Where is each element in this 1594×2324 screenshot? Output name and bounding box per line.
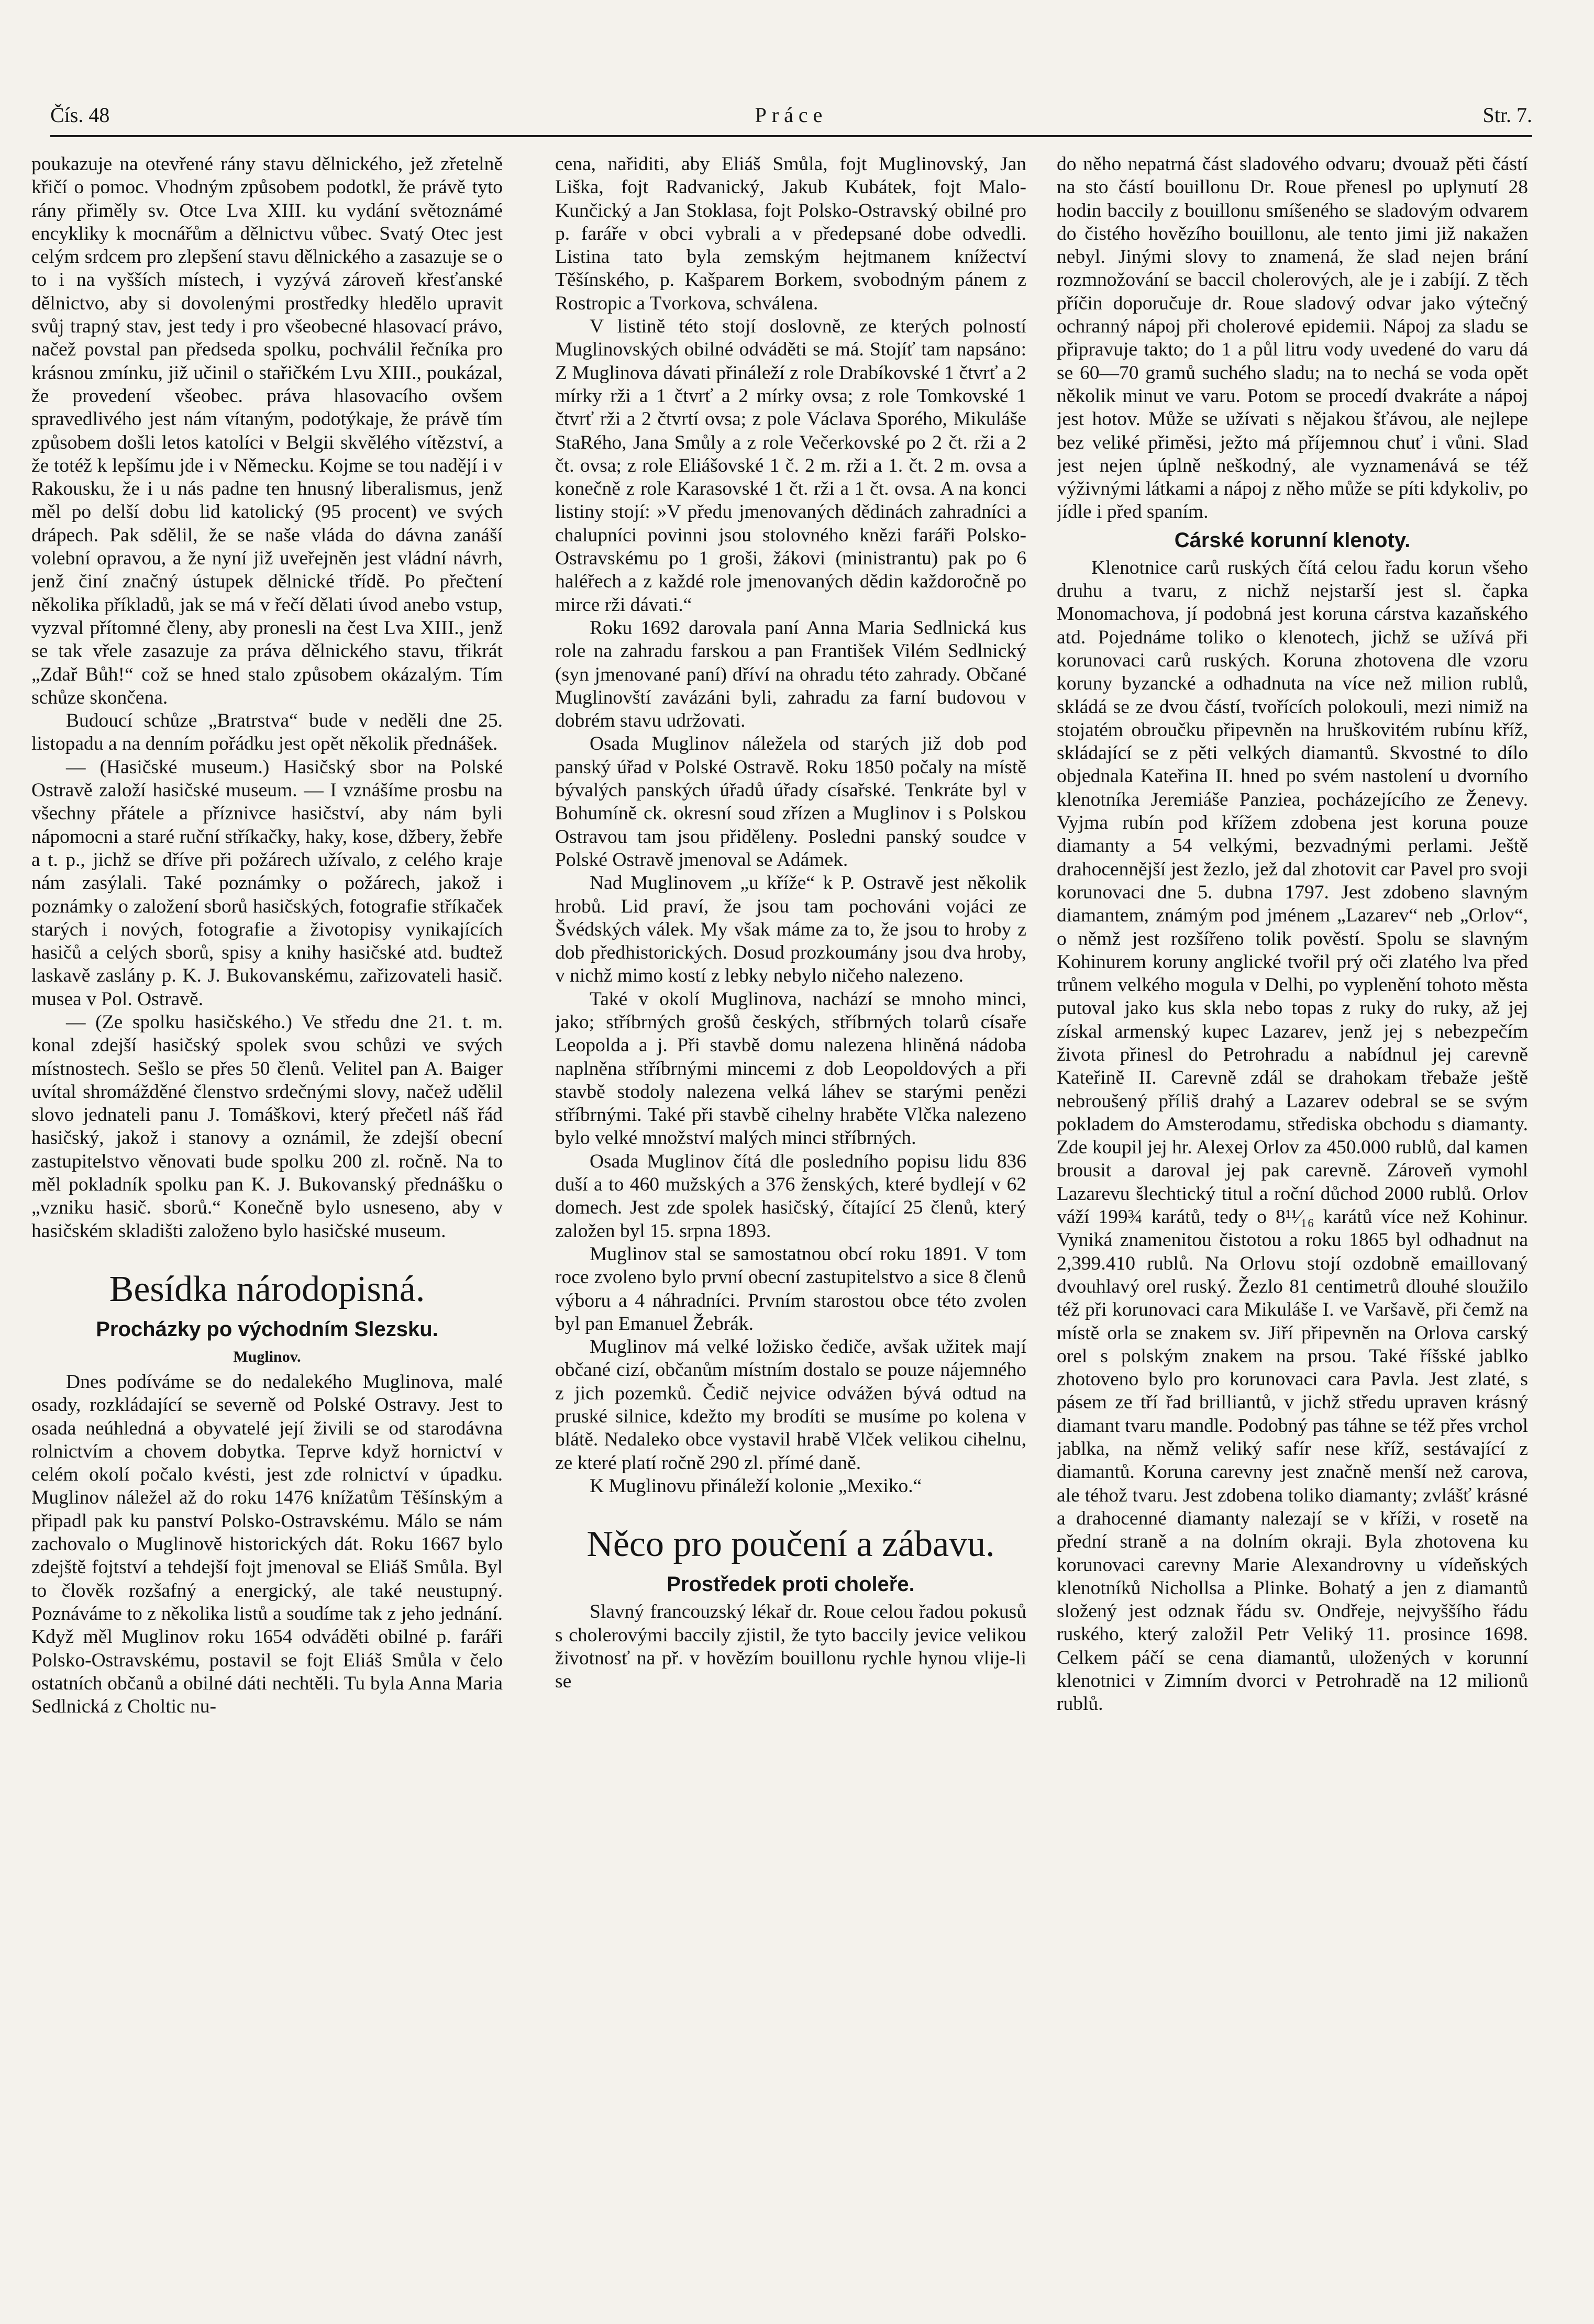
column-3: [1057, 153, 1528, 2310]
section-title: Besídka národopisná.: [109, 1269, 425, 1309]
column-1: [31, 153, 503, 2310]
paragraph: V listině této stojí doslovně, ze kterých polností Muglinovských obilné odváděti se má. Stojíť tam napsáno: Z Muglinova dávati přináleží z role Drabíkovské 1 čtvrť a 2 mírky rži a 1 čtvrť a 2 mírky ovsa; z role Tomkovské 1 čtvrť rži a 2 čtvrtí ovsa; z pole Václava Sporého, Mikuláše StaRého, Jana Smůly a z role Večerkovské po 2 čt. rži a 2 čt. ovsa; z role Eliášovské 1 č. 2 m. rži a 1. čt. 2 m. ovsa a konečně z role Karasovské 1 čt. rži a 1 čt. ovsa. A na konci listiny stojí: »V předu jmenovaných dědinách zahradníci a chalupníci povinni jsou stolovného knězi faráři Polsko-Ostravskému po 1 groši, žákovi (ministrantu) pak po 6 haléřech a z každé role jmenovaných dědin každoročně po mirce rži dávati.“: [555, 316, 1026, 616]
paragraph: do něho nepatrná část sladového odvaru; dvouaž pěti částí na sto částí bouillonu Dr. Roue přenesl po uplynutí 28 hodin baccily z bouillonu smíšeného se sladovým odvarem do čistého hovězího bouillonu, ale tento jimi již nakažen nebyl. Jinými slovy to znamená, že slad nejen brání rozmnožování se baccil cholerových, ale je i zabíjí. Z těch příčin doporučuje dr. Roue sladový odvar jako výtečný ochranný nápoj při cholerové epidemii. Nápoj za sladu se připravuje takto; do 1 a půl litru vody uvedené do varu dá se 60—70 gramů suchého sladu; na to nechá se voda opět několik minut ve varu. Potom se procedí dvakráte a nápoj jest hotov. Může se užívati s nějakou šťávou, ale nejlepe bez veliké přiměsi, ježto má příjemnou chuť i vůni. Slad jest nejen úplně neškodný, ale vyznamenává se též výživnými látkami a nápoj z něho může se píti kdykoliv, po jídle i před spaním.: [1057, 153, 1528, 523]
paragraph: Osada Muglinov čítá dle posledního popisu lidu 836 duší a to 460 mužských a 376 ženských, které bydlejí v 62 domech. Jest zde spolek hasičský, čítající 25 členů, který založen byl 15. srpna 1893.: [555, 1150, 1026, 1242]
page-number: Str. 7.: [1482, 103, 1532, 127]
newspaper-title: Práce: [755, 103, 828, 127]
paragraph: Osada Muglinov náležela od starých již dob pod panský úřad v Polské Ostravě. Roku 1850 počaly na místě bývalých panských úřadů úřady císařské. Tenkráte byl v Bohumíně ck. okresní soud zřízen a Muglinov i s Polskou Ostravou tam jsou přiděleny. Posledni panský soudce v Polské Ostravě jmenoval se Adámek.: [555, 733, 1026, 871]
column-2: [555, 153, 1026, 2310]
paragraph: poukazuje na otevřené rány stavu dělnického, jež zřetelně křičí o pomoc. Vhodným způsobem podotkl, že právě tyto rány přiměly sv. Otce Lva XIII. ku vydání světoznámé encykliky k mocnářům a dělnictvu vůbec. Svatý Otec jest celým srdcem pro zlepšení stavu dělnického a zasazuje se o to i na vyšších místech, i vyzývá zároveň křesťanské dělnictvo, aby si dovolenými prostředky hledělo upravit svůj trapný stav, jest tedy i pro všeobecné hlasovací právo, načež povstal pan předseda spolku, pochválil řečníka pro krásnou zmínku, již učinil o stařičkém Lvu XIII., poukázal, že provedení všeobec. práva hlasovacího ovšem spravedlivého jest nám vítaným, podotýkaje, že právě tím způsobem došli letos katolíci v Belgii skvělého vítězství, a že totéž k lepšímu jde i v Německu. Kojme se tou nadějí i v Rakousku, že i u nás padne ten hnusný liberalismus, jenž měl po delší dobu lid katolický (95 procent) ve svých drápech. Pak sdělil, že se naše vláda do dávna zanáší volební opravou, a že nyní již uveřejněn jest vládní návrh, jenž činí značný ústupek dělnické třídě. Po přečtení několika příkladů, jak se má v řečí dělati úvod anebo vstup, vyzval přítomné členy, aby pronesli na čest Lva XIII., jenž se tak vřele zasazuje za práva dělnického stavu, třikrát „Zdař Bůh!“ což se hned stalo způsobem okázalým. Tím schůze skončena.: [31, 153, 503, 708]
header-rule: [50, 135, 1532, 137]
article-place-title: Muglinov.: [233, 1348, 301, 1365]
paragraph: Také v okolí Muglinova, nachází se mnoho minci, jako; stříbrných grošů českých, stříbrných tolarů císaře Leopolda a j. Při stavbě domu nalezena hliněná nádoba naplněna stříbrnými mincemi z dob Leopoldových a při stavbě stodoly nalezena velká láhev se starými penězi stříbrnými. Také při stavbě cihelny hraběte Vlčka nalezeno bylo velké množství malých minci stříbrných.: [555, 988, 1026, 1149]
paragraph: Slavný francouzský lékař dr. Roue celou řadou pokusů s cholerovými baccily zjistil, že tyto baccily jevice velikou životnosť na př. v hovězím bouillonu rychle hynou vlije-li se: [555, 1601, 1026, 1693]
paragraph: Muglinov stal se samostatnou obcí roku 1891. V tom roce zvoleno bylo první obecní zastupitelstvo a sice 8 členů výboru a 4 náhradníci. Prvním starostou obce této zvolen byl pan Emanuel Žebrák.: [555, 1243, 1026, 1335]
paragraph: Budoucí schůze „Bratrstva“ bude v neděli dne 25. listopadu a na denním pořádku jest opět několik přednášek.: [31, 710, 503, 755]
paragraph: Nad Muglinovem „u kříže“ k P. Ostravě jest několik hrobů. Lid praví, že jsou tam pochováni vojáci ze Švédských válek. My však máme za to, že jsou to hroby z dob předhistorických. Dosud prozkoumány jsou dva hroby, v nichž mimo kostí z lebky nebylo ničeho nalezeno.: [555, 872, 1026, 987]
section-subtitle: Cárské korunní klenoty.: [1174, 528, 1411, 552]
paragraph: K Muglinovu přináleží kolonie „Mexiko.“: [590, 1475, 922, 1497]
paragraph: Muglinov má velké ložisko čediče, avšak užitek mají občané cizí, občanům místním dostalo se pouze nájemného z jich pozemků. Čedič nejvice odvážen bývá odtud na pruské silnice, kdežto my brodíti se musíme po kolena v blátě. Nedaleko obce vystavil hrabě Vlček velikou cihelnu, ze které platí ročně 290 zl. přímé daně.: [555, 1336, 1026, 1474]
paragraph: — (Ze spolku hasičského.) Ve středu dne 21. t. m. konal zdejší hasičský spolek svou schůzi ve svých místnostech. Sešlo se přes 50 členů. Velitel pan A. Baiger uvítal shromážděné členstvo srdečnými slovy, načež udělil slovo jednateli panu J. Tomáškovi, který přečetl náš řád hasičský, jakož i stanovy a oznámil, že zdejší obecní zastupitelstvo věnovati bude spolku 200 zl. ročně. Na to měl pokladník spolku pan K. J. Bukovanský přednášku o „vzniku hasič. sborů.“ Konečně bylo usneseno, aby v hasičském skladišti založeno bylo hasičské museum.: [31, 1011, 503, 1242]
page-header: [50, 103, 1532, 139]
paragraph: Roku 1692 darovala paní Anna Maria Sedlnická kus role na zahradu farskou a pan František Vilém Sedlnický (syn jmenované paní) dříví na ohradu této zahrady. Občané Muglinovští zavázáni byli, zahradu za farní budovou v dobrém stavu udržovati.: [555, 617, 1026, 732]
issue-number: Čís. 48: [50, 103, 110, 127]
section-subtitle: Procházky po východním Slezsku.: [96, 1317, 438, 1341]
paragraph: Klenotnice carů ruských čítá celou řadu korun všeho druhu a tvaru, z nichž nejstarší jest sl. čapka Monomachova, jí podobná jest koruna cárstva kazaňského atd. Pojednáme toliko o klenotech, jichž se užívá při korunovaci carů ruských. Koruna zhotovena dle vzoru koruny byzancké a odhadnuta na více než milion rublů, skládá se ze dvou částí, tvořících polokouli, mezi nimiž na stojatém obroučku připevněn na hruškovitém rubínu kříž, skládající se z pěti velkých diamantů. Skvostné to dílo objednala Kateřina II. hned po svém nastolení u dvorního klenotníka Jeremiáše Panziea, pocházejícího ze Ženevy. Vyjma rubín pod křížem zdobena jest koruna pouze diamanty a 54 velkými, bezvadnými perlami. Ještě drahocennější jest žezlo, jež dal zhotovit car Pavel pro svoji korunovaci dne 5. dubna 1797. Jest zdobeno slavným diamantem, známým pod jménem „Lazarev“ neb „Orlov“, o němž jest rozšířeno tolik pověstí. Spolu se slavným Kohinurem koruny anglické tvořil prý oči zlatého lva před trůnem velkého mogula v Delhi, po vyplenění tohoto města putoval jako kus skla nebo topas z ruky do ruky, až jej získal armenský kupec Lazarev, jenž jej s nebezpečím života přinesl do Petrohradu a nabídnul jej carevně Kateřině II. Carevně zdál se drahokam třebaže ještě nebroušený příliš drahý a Lazarev odebral se se svým pokladem do Amsterodamu, střediska obchodu s diamanty. Zde koupil jej hr. Alexej Orlov za 450.000 rublů, dal kamen brousit a daroval jej pak carevně. Zároveň vymohl Lazarevu šlechtický titul a roční důchod 2000 rublů. Orlov váží 199¾ karátů, tedy o 8¹¹⁄₁₆ karátů více než Kohinur. Vyniká znamenitou čistotou a roku 1865 byl odhadnut na 2,399.410 rublů. Na Orlovu stojí ozdobně emaillovaný dvouhlavý orel ruský. Žezlo 81 centimetrů dlouhé sloužilo též při korunovaci cara Mikuláše I. ve Varšavě, při čemž na místě orla se znakem sv. Jiří připevněn na Orlova carský orel s polským znakem na prsou. Také říšské jablko zhotoveno bylo pro korunovaci cara Pavla. Jest zlaté, s pásem ze tří řad brilliantů, v jichž středu upraven krásný diamant tvaru mandle. Podobný pas táhne se též přes vrchol jablka, na němž veliký safír nese kříž, sestávající z diamantů. Koruna carevny jest značně menší než carova, ale téhož tvaru. Jest zdobena toliko diamanty; zvlášť krásné a drahocenné diamanty nalezají se v kříži, v rosetě na přední straně a na dolním okraji. Byla zhotovena ku korunovaci carevny Marie Alexandrovny u vídeňských klenotníků Nichollsa a Plinke. Bohatý a jen z diamantů složený jest odznak řádu sv. Ondřeje, nejvyššího řádu ruského, který založil Petr Veliký 11. prosince 1698. Celkem páčí se cena diamantů, uložených v korunní klenotnici v Zimním dvorci v Petrohradě na 12 milionů rublů.: [1057, 557, 1528, 1715]
paragraph: Dnes podíváme se do nedalekého Muglinova, malé osady, rozkládající se severně od Polské Ostravy. Jest to osada neúhledná a obyvatelé její živili se od starodávna rolnictvím a chovem dobytka. Teprve když hornictví v celém okolí počalo kvésti, jest zde rolnictví v úpadku. Muglinov náležel až do roku 1476 knížatům Těšínským a připadl pak ku panství Polsko-Ostravskému. Málo se nám zachovalo o Muglinově historických dát. Roku 1667 bylo zdejště fojtství a tehdejší fojt jmenoval se Eliáš Smůla. Byl to člověk rozšafný a energický, ale také neustupný. Poznáváme to z několika listů a soudíme tak z jeho jednání. Když měl Muglinov roku 1654 odváděti obilné p. faráři Polsko-Ostravskému, postavil se fojt Eliáš Smůla v čelo ostatních občanů a obilné dáti nechtěli. Tu byla Anna Maria Sedlnická z Choltic nu-: [31, 1371, 503, 1718]
paragraph: — (Hasičské museum.) Hasičský sbor na Polské Ostravě založí hasičské museum. — I vznášíme prosbu na všechny přátele a příznivce hasičství, aby nám byli nápomocni a staré ruční stříkačky, haky, kose, džbery, žebře a t. p., jichž se dříve při požárech užívalo, z celého kraje nám zasýlali. Také poznámky o požárech, jakož i poznámky o založení sborů hasičských, fotografie stříkaček starých i nových, fotografie a životopisy vynikajících hasičů a celých sborů, spisy a knihy hasičské atd. budtež laskavě zaslány p. K. J. Bukovanskému, zařizovateli hasič. musea v Pol. Ostravě.: [31, 756, 503, 1010]
section-subtitle: Prostředek proti choleře.: [667, 1573, 915, 1596]
paragraph: cena, nařiditi, aby Eliáš Smůla, fojt Muglinovský, Jan Liška, fojt Radvanický, Jakub Kubátek, fojt Malo-Kunčický a Jan Stoklasa, fojt Polsko-Ostravský obilné pro p. faráře v obci vybrali a v předepsané dobe odvedli. Listina tato byla zemským hejtmanem knížectví Těšínského, p. Kašparem Borkem, svobodným pánem z Rostropic a Tvorkova, schválena.: [555, 153, 1026, 314]
section-title: Něco pro poučení a zábavu.: [586, 1524, 995, 1565]
